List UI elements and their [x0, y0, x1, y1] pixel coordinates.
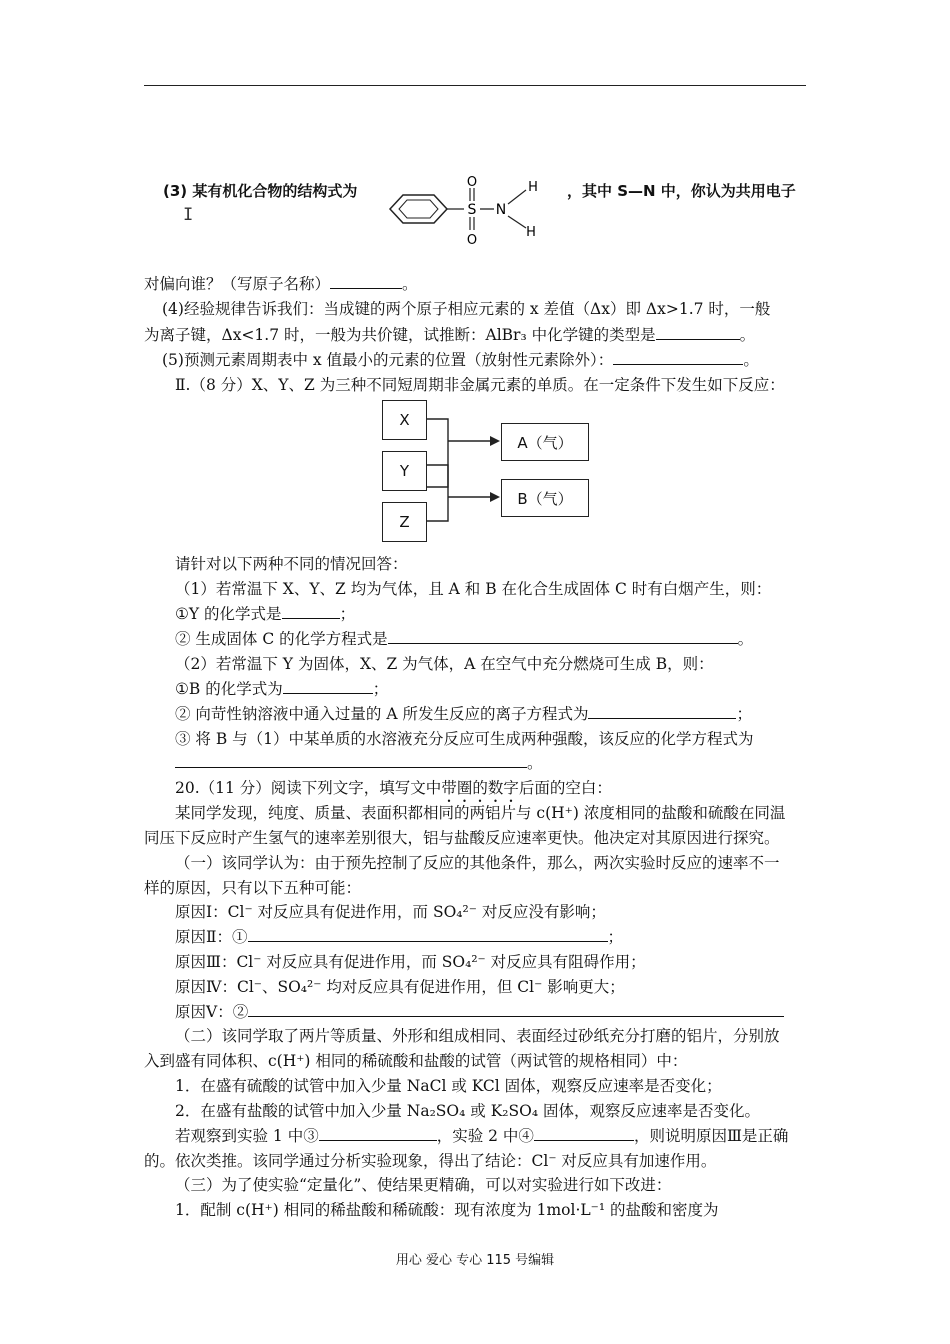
text-cursor-icon: I — [183, 205, 194, 225]
case2-q1: ①B 的化学式为 ； — [175, 680, 389, 698]
answer-blank[interactable] — [588, 703, 736, 719]
part2-heading: Ⅱ.（8 分）X、Y、Z 为三种不同短周期非金属元素的单质。在一定条件下发生如下反应： — [175, 376, 785, 394]
q3-answer-line: 对偏向谁？（写原子名称） 。 — [144, 275, 418, 293]
case2-q3-answer: 。 — [175, 752, 543, 774]
atom-s: S — [467, 202, 477, 218]
q4-line-2: 为离子键，Δx<1.7 时，一般为共价键，试推断：AlBr₃ 中化学键的类型是 。 — [144, 326, 756, 344]
conclusion-line: 的。依次类推。该同学通过分析实验现象，得出了结论：Cl⁻ 对反应具有加速作用。 — [144, 1152, 717, 1170]
instructions-line: 请针对以下两种不同的情况回答： — [175, 555, 408, 573]
answer-blank[interactable] — [613, 349, 743, 365]
reason-3: 原因Ⅲ：Cl⁻ 对反应具有促进作用，而 SO₄²⁻ 对反应具有阻碍作用； — [175, 953, 646, 971]
answer-blank[interactable] — [248, 1001, 784, 1017]
case2-line: （2）若常温下 Y 为固体，X、Z 为气体，A 在空气中充分燃烧可生成 B，则： — [175, 655, 714, 673]
box-x: X — [382, 400, 427, 440]
q20-part2-2: 入到盛有同体积、c(H⁺) 相同的稀硫酸和盐酸的试管（两试管的规格相同）中： — [144, 1052, 688, 1070]
atom-n: N — [495, 202, 507, 218]
q20-part1-1: （一）该同学认为：由于预先控制了反应的其他条件，那么，两次实验时反应的速率不一 — [175, 854, 780, 872]
answer-blank[interactable] — [656, 324, 740, 340]
reason-2: 原因Ⅱ：① ； — [175, 928, 624, 946]
q20-part3-2: 1．配制 c(H⁺) 相同的稀盐酸和稀硫酸：现有浓度为 1mol·L⁻¹ 的盐酸和密度为 — [175, 1201, 719, 1219]
answer-blank[interactable] — [319, 1125, 437, 1141]
case1-q1: ①Y 的化学式是 ； — [175, 605, 356, 623]
case2-q3: ③ 将 B 与（1）中某单质的水溶液充分反应可生成两种强酸，该反应的化学方程式为 — [175, 730, 754, 748]
sulfonamide-structure — [386, 176, 556, 254]
page-footer: 用心 爱心 专心 115 号编辑 — [395, 1253, 555, 1268]
answer-blank[interactable] — [282, 603, 340, 619]
observation-line: 若观察到实验 1 中③ ，实验 2 中④ ，则说明原因Ⅲ是正确 — [175, 1127, 789, 1145]
reason-1: 原因Ⅰ：Cl⁻ 对反应具有促进作用，而 SO₄²⁻ 对反应没有影响； — [175, 903, 606, 921]
answer-blank[interactable] — [283, 678, 373, 694]
header-rule — [144, 85, 806, 86]
box-b: B（气） — [501, 479, 589, 517]
experiment-1: 1．在盛有硫酸的试管中加入少量 NaCl 或 KCl 固体，观察反应速率是否变化； — [175, 1077, 722, 1095]
reason-5: 原因Ⅴ：② — [175, 1001, 784, 1023]
q20-para-1: 某同学发现，纯度、质量、表面积都相同的两铝片与 c(H⁺) 浓度相同的盐酸和硫酸在同温 — [175, 804, 786, 822]
answer-blank[interactable] — [388, 628, 738, 644]
answer-blank[interactable] — [534, 1125, 634, 1141]
atom-o-top: O — [466, 176, 478, 190]
answer-blank[interactable] — [248, 926, 608, 942]
q20-heading: 20.（11 分）阅读下列文字，填写文中带圈的数字后面的空白： — [175, 779, 612, 797]
atom-o-bottom: O — [466, 233, 478, 248]
case1-q2: ② 生成固体 C 的化学方程式是 。 — [175, 630, 754, 648]
experiment-2: 2．在盛有盐酸的试管中加入少量 Na₂SO₄ 或 K₂SO₄ 固体，观察反应速率是否变化。 — [175, 1102, 760, 1120]
atom-h-bottom: H — [526, 225, 536, 240]
q3-intro: (3) 某有机化合物的结构式为 — [163, 182, 358, 200]
answer-blank[interactable] — [175, 752, 527, 768]
box-z: Z — [382, 502, 427, 542]
q20-part1-2: 样的原因，只有以下五种可能： — [144, 879, 362, 897]
q20-part3-1: （三）为了使实验“定量化”、使结果更精确，可以对实验进行如下改进： — [175, 1176, 672, 1194]
box-a: A（气） — [501, 423, 589, 461]
q4-line-1: (4)经验规律告诉我们：当成键的两个原子相应元素的 x 差值（Δx）即 Δx>1.7 时，一般 — [162, 300, 771, 318]
q5-line: (5)预测元素周期表中 x 值最小的元素的位置（放射性元素除外）： 。 — [162, 351, 759, 369]
q3-tail: ，其中 S—N 中，你认为共用电子 — [567, 182, 796, 200]
answer-blank[interactable] — [330, 273, 402, 289]
atom-h-top: H — [528, 180, 538, 195]
reaction-arrows — [420, 400, 510, 550]
case2-q2: ② 向苛性钠溶液中通入过量的 A 所发生反应的离子方程式为 ； — [175, 705, 752, 723]
q20-para-2: 同压下反应时产生氢气的速率差别很大，铝与盐酸反应速率更快。他决定对其原因进行探究。 — [144, 829, 780, 847]
reason-4: 原因Ⅳ：Cl⁻、SO₄²⁻ 均对反应具有促进作用，但 Cl⁻ 影响更大； — [175, 978, 625, 996]
box-y: Y — [382, 451, 427, 491]
case1-line: （1）若常温下 X、Y、Z 均为气体，且 A 和 B 在化合生成固体 C 时有白烟产生，则： — [175, 580, 772, 598]
q20-part2-1: （二）该同学取了两片等质量、外形和组成相同、表面经过砂纸充分打磨的铝片，分别放 — [175, 1027, 780, 1045]
